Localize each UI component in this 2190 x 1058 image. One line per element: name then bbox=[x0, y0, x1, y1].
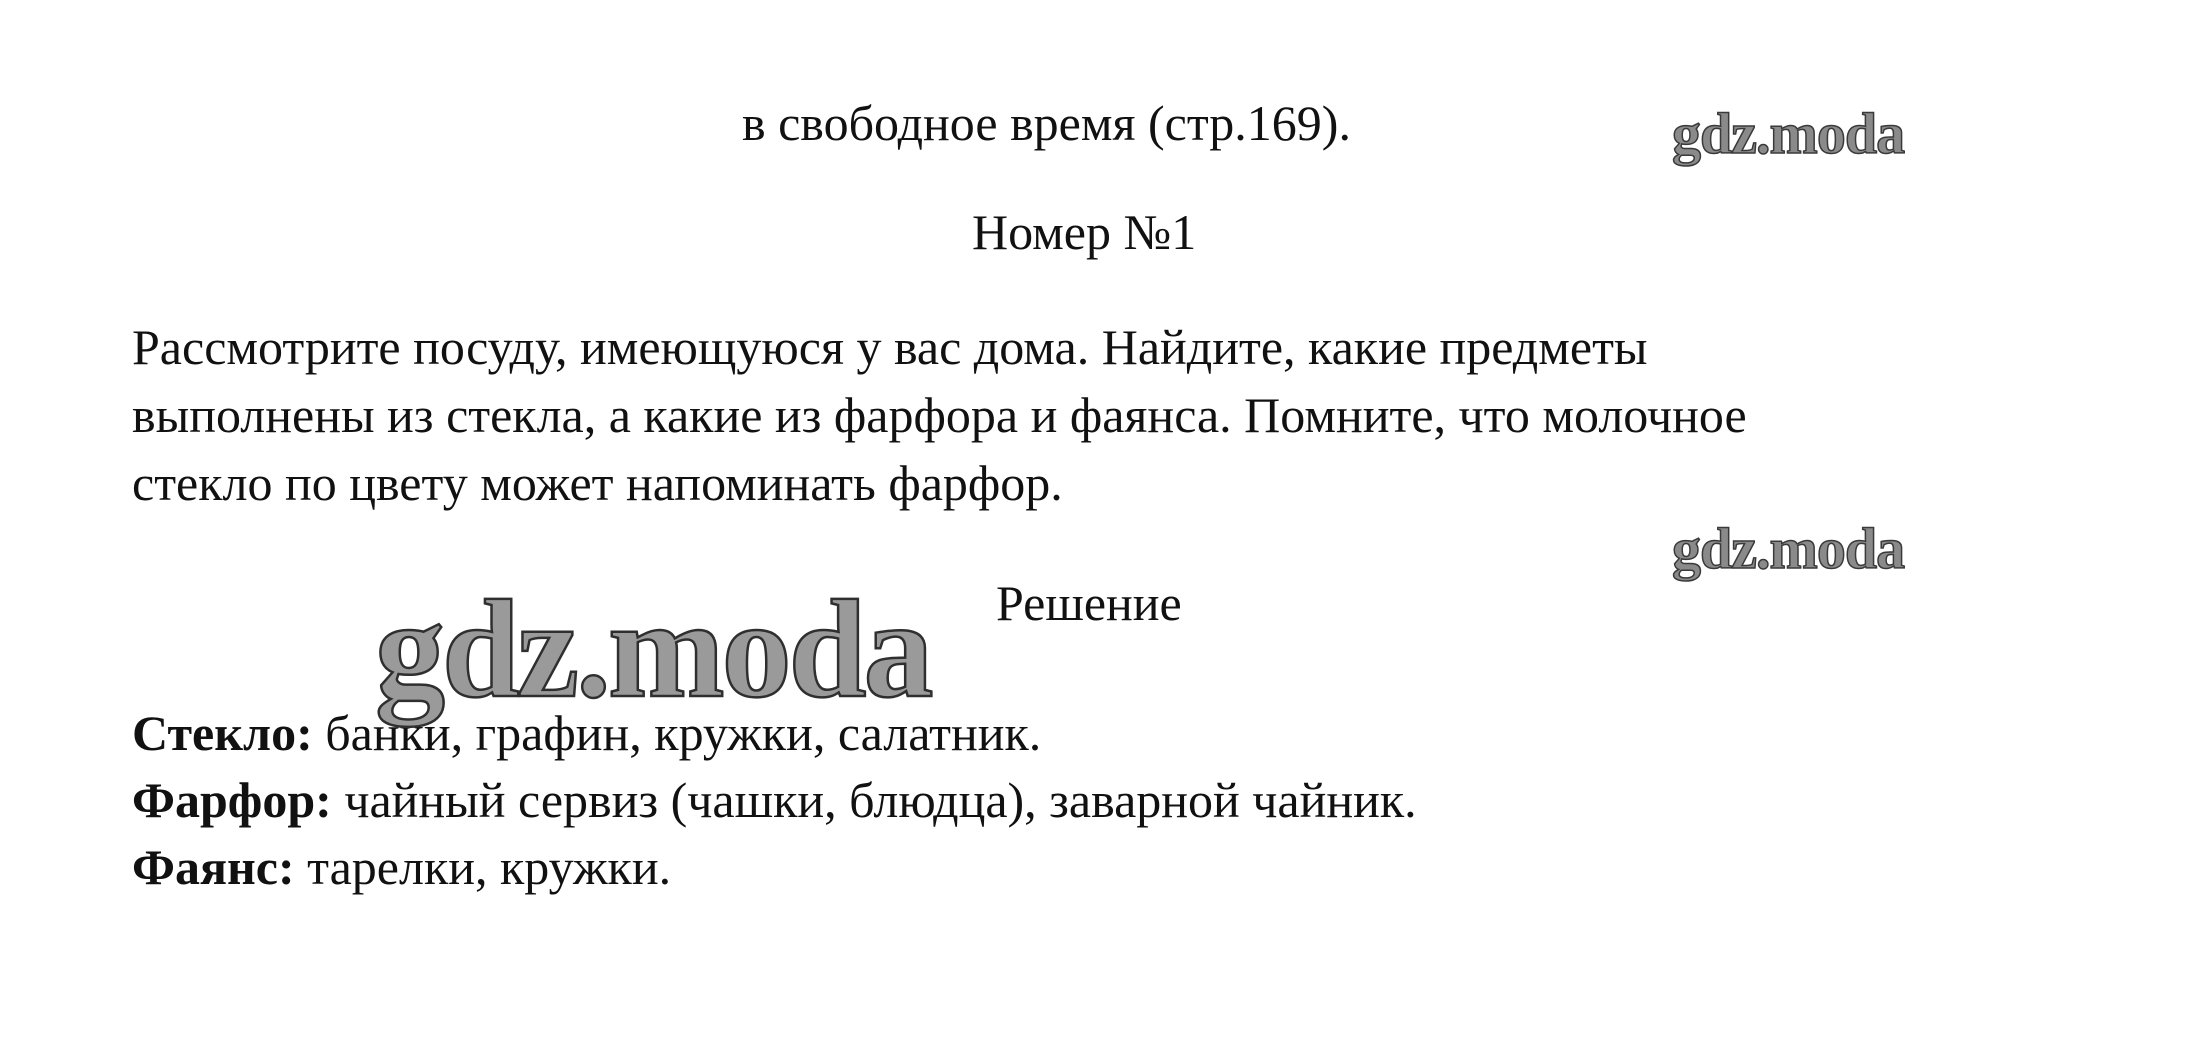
task-line: Рассмотрите посуду, имеющуюся у вас дома. Найдите, какие предметы bbox=[132, 319, 1648, 375]
answer-text: тарелки, кружки. bbox=[294, 839, 672, 895]
task-line: стекло по цвету может напоминать фарфор. bbox=[132, 455, 1063, 511]
task-line: выполнены из стекла, а какие из фарфора и фаянса. Помните, что молочное bbox=[132, 387, 1747, 443]
answer-term: Фарфор: bbox=[132, 772, 332, 828]
watermark: gdz.moda bbox=[1672, 516, 1905, 581]
solution-label: Решение bbox=[996, 575, 1182, 631]
answer-row-porcelain bbox=[132, 767, 1417, 834]
problem-title: Номер №1 bbox=[972, 204, 1197, 260]
answer-row-faience bbox=[132, 834, 1417, 901]
answers-list bbox=[132, 700, 1417, 901]
answer-text: банки, графин, кружки, салатник. bbox=[312, 705, 1042, 761]
answer-term: Фаянс: bbox=[132, 839, 295, 895]
page-top-line: в свободное время (стр.169). bbox=[742, 95, 1351, 151]
answer-text: чайный сервиз (чашки, блюдца), заварной чайник. bbox=[331, 772, 1417, 828]
watermark: gdz.moda bbox=[1672, 101, 1905, 166]
task-text bbox=[132, 313, 2092, 517]
watermark: gdz.moda bbox=[375, 572, 931, 727]
answer-term: Стекло: bbox=[132, 705, 313, 761]
